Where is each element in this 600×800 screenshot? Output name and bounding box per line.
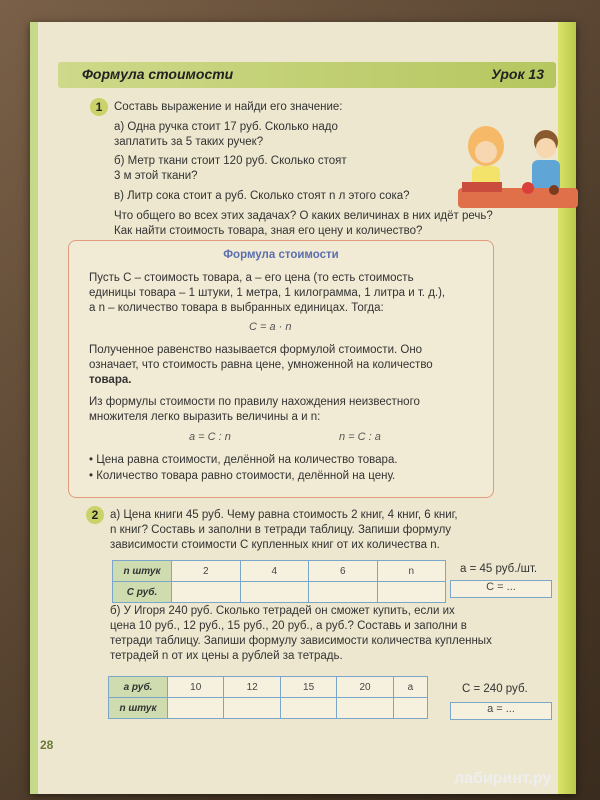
page-edge [30,22,38,794]
rule-p2-line2: означает, что стоимость равна цене, умноженной на количество [89,359,433,371]
table-cell [280,698,336,719]
table-row [109,698,428,719]
task-2a-line3: зависимости стоимости C купленных книг от их количества n. [110,539,440,551]
table-cell [172,582,241,603]
task-2b-line3: тетради таблицу. Запиши формулу зависимости количества купленных [110,635,492,647]
table-cell: n штук [109,698,168,719]
task-1-number: 1 [90,98,108,116]
table-cell: C руб. [113,582,172,603]
textbook-page [30,22,576,794]
table-cell [309,582,378,603]
rule-p1-line1: Пусть C – стоимость товара, a – его цена (то есть стоимость [89,272,414,284]
lesson-header [58,62,556,88]
table-cell: a руб. [109,677,168,698]
table-cell [168,698,224,719]
task-1b-line1: б) Метр ткани стоит 120 руб. Сколько стоят [114,155,347,167]
formula-price: a = C : n [189,431,231,443]
lesson-number: Урок 13 [491,66,544,82]
price-label: a = 45 руб./шт. [460,563,538,575]
rule-p3-line1: Из формулы стоимости по правилу нахождения неизвестного [89,396,420,408]
table-cell: 10 [168,677,224,698]
table-row [113,582,446,603]
table-cell [240,582,309,603]
rule-p1-line2: единицы товара – 1 штуки, 1 метра, 1 килограмма, 1 литра и т. д.), [89,287,446,299]
cost-label: C = 240 руб. [462,683,528,695]
task-1-intro: Составь выражение и найди его значение: [114,101,343,113]
page-number: 28 [40,738,54,752]
table-cell: 15 [280,677,336,698]
children-illustration [458,118,578,214]
task-2b-line2: цена 10 руб., 12 руб., 15 руб., 20 руб., a руб.? Составь и заполни в [110,620,467,632]
task-1a-line1: а) Одна ручка стоит 17 руб. Сколько надо [114,121,338,133]
rule-bullet-2: • Количество товара равно стоимости, делённой на цену. [89,470,396,482]
table-cell: 12 [224,677,280,698]
task-2-number: 2 [86,506,104,524]
rule-p2-line1: Полученное равенство называется формулой стоимости. Оно [89,344,423,356]
table-cell: n [377,561,446,582]
table-row [113,561,446,582]
table-cell [393,698,427,719]
formula-answer-box-2: a = ... [450,702,552,720]
table-books [112,560,446,603]
table-notebooks [108,676,428,719]
rule-p3-line2: множителя легко выразить величины a и n: [89,411,321,423]
rule-p1-line3: а n – количество товара в выбранных единицах. Тогда: [89,302,384,314]
rule-bullet-1: • Цена равна стоимости, делённой на количество товара. [89,454,398,466]
rule-p2-line3: товара. [89,374,132,386]
formula-quantity: n = C : a [339,431,381,443]
table-row [109,677,428,698]
table-cell [337,698,393,719]
task-2b-line4: тетрадей n от их цены a рублей за тетрадь. [110,650,343,662]
task-1a-line2: заплатить за 5 таких ручек? [114,136,264,148]
formula-rule-box [68,240,494,498]
table-cell: a [393,677,427,698]
task-1b-line2: 3 м этой ткани? [114,170,198,182]
table-cell: n штук [113,561,172,582]
table-cell: 2 [172,561,241,582]
task-2a-line2: n книг? Составь и заполни в тетради таблицу. Запиши формулу [110,524,452,536]
task-2a-line1: а) Цена книги 45 руб. Чему равна стоимость 2 книг, 4 книг, 6 книг, [110,509,458,521]
page-title: Формула стоимости [82,66,234,82]
formula-main: C = a · n [249,321,292,333]
watermark: лабиринт.ру [454,770,552,787]
table-cell: 6 [309,561,378,582]
task-1-question-line1: Что общего во всех этих задачах? О каких величинах в них идёт речь? [114,210,493,222]
rule-title: Формула стоимости [223,249,339,261]
table-cell: 4 [240,561,309,582]
table-cell [377,582,446,603]
table-cell: 20 [337,677,393,698]
task-1-question-line2: Как найти стоимость товара, зная его цену и количество? [114,225,423,237]
formula-answer-box-1: C = ... [450,580,552,598]
table-cell [224,698,280,719]
task-1c-line: в) Литр сока стоит а руб. Сколько стоят n л этого сока? [114,190,410,202]
task-2b-line1: б) У Игоря 240 руб. Сколько тетрадей он сможет купить, если их [110,605,455,617]
